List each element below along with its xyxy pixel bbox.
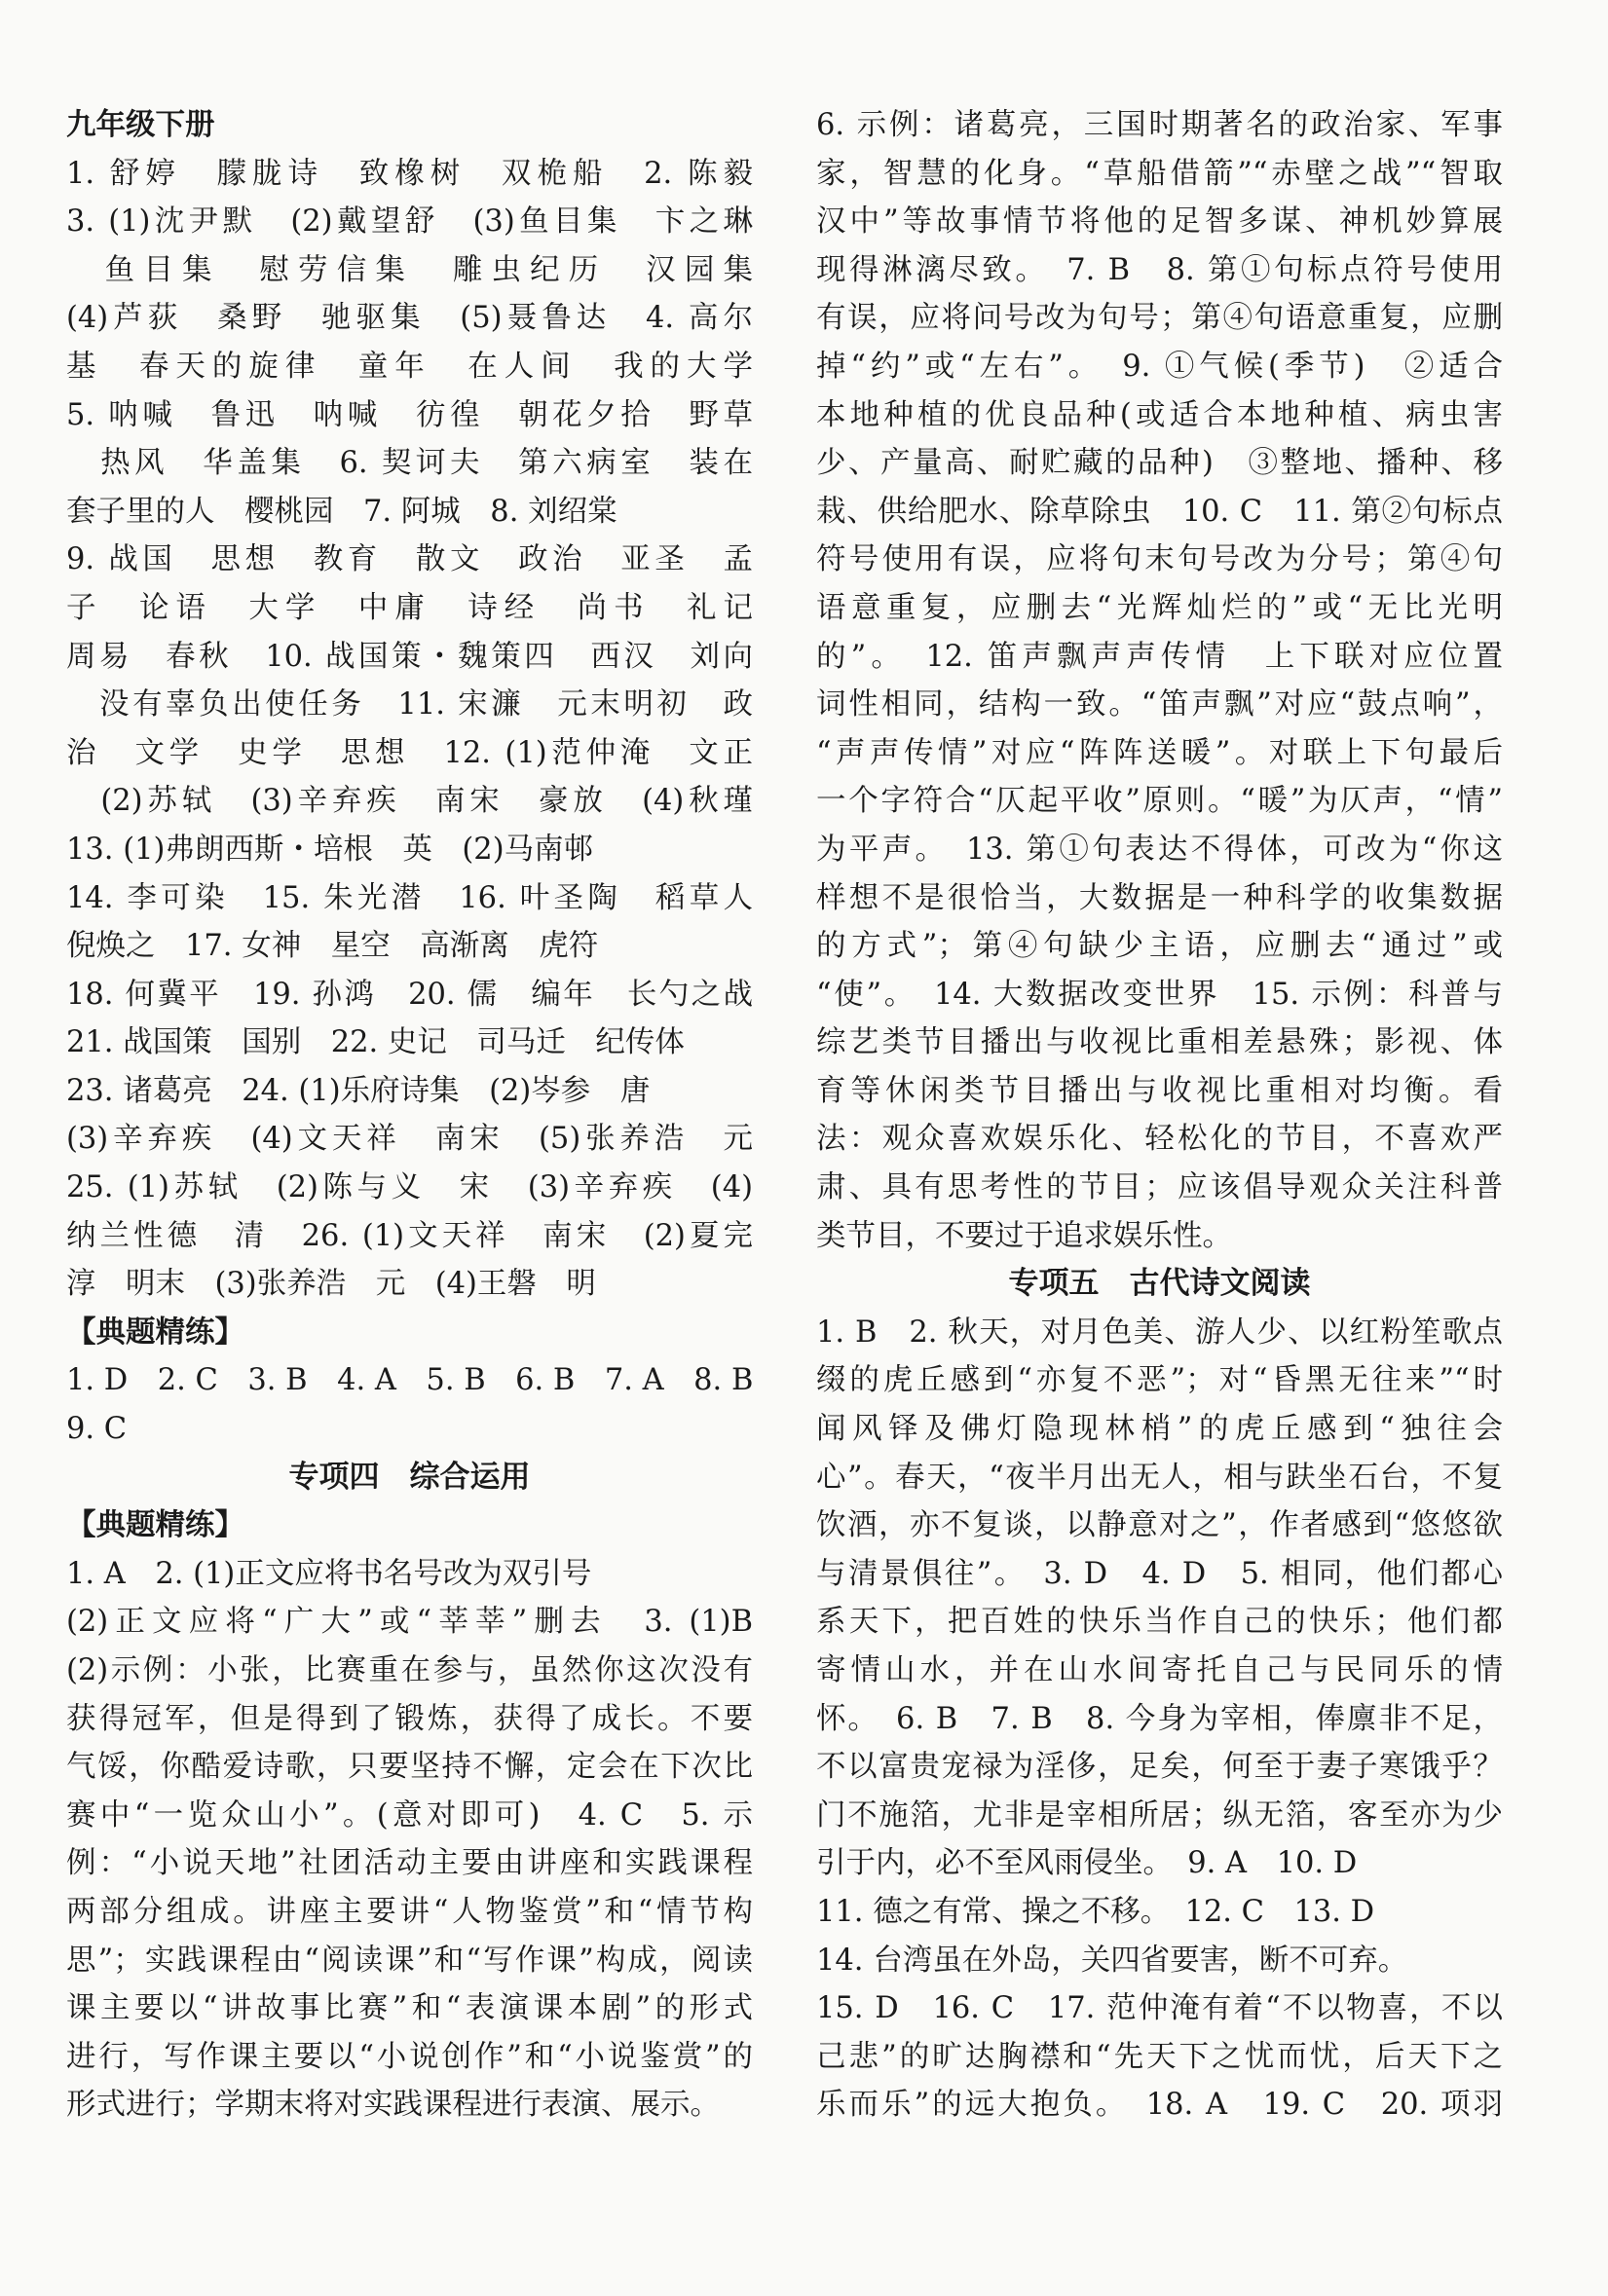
text-line: (3)辛弃疾 (4)文天祥 南宋 (5)张养浩 元 [66,1122,753,1157]
text-line: (2)正文应将“广大”或“莘莘”删去 3. (1)B [66,1605,753,1640]
section-title: 专项四 综合运用 [288,1459,531,1495]
text-line: 套子里的人 樱桃园 7. 阿城 8. 刘绍棠 [66,494,617,529]
section-title: 专项五 古代诗文阅读 [1008,1266,1311,1302]
text-line: 基 春天的旋律 童年 在人间 我的大学 [66,349,753,384]
text-line: 5. 呐喊 鲁迅 呐喊 彷徨 朝花夕拾 野草 [66,397,753,432]
text-line: 21. 战国策 国别 22. 史记 司马迁 纪传体 [66,1025,685,1060]
right-column [816,101,1503,2129]
text-line: 一个字符合“仄起平收”原则。“暖”为仄声，“情” [816,784,1503,819]
text-line: 法：观众喜欢娱乐化、轻松化的节目，不喜欢严 [816,1122,1503,1157]
text-line: 1. A 2. (1)正文应将书名号改为双引号 [66,1556,592,1591]
text-line: 符号使用有误，应将句末句号改为分号；第④句 [816,542,1503,577]
text-line: 缀的虎丘感到“亦复不恶”；对“昏黑无往来”“时 [816,1363,1503,1398]
text-line: 现得淋漓尽致。 7. B 8. 第①句标点符号使用 [816,252,1503,287]
text-line: 门不施箔，尤非是宰相所居；纵无箔，客至亦为少 [816,1797,1503,1833]
text-line: (4)芦荻 桑野 驰驱集 (5)聂鲁达 4. 高尔 [66,301,753,336]
text-line: 3. (1)沈尹默 (2)戴望舒 (3)鱼目集 卞之琳 [66,204,753,240]
text-line: 9. 战国 思想 教育 散文 政治 亚圣 孟 [66,542,753,577]
text-line: “声声传情”对应“阵阵送暖”。对联上下句最后 [816,735,1503,770]
text-line: 心”。春天，“夜半月出无人，相与趺坐石台，不复 [816,1460,1503,1495]
text-line: 治 文学 史学 思想 12. (1)范仲淹 文正 [66,735,753,770]
text-line: 14. 李可染 15. 朱光潜 16. 叶圣陶 稻草人 [66,880,753,915]
text-line: 类节目，不要过于追求娱乐性。 [816,1218,1232,1253]
subsection-heading: 【典题精练】 [66,1315,244,1350]
text-line: 6. 示例：诸葛亮，三国时期著名的政治家、军事 [816,108,1503,142]
text-line: 己悲”的旷达胸襟和“先天下之忧而忧，后天下之 [816,2039,1503,2074]
text-line: 进行，写作课主要以“小说创作”和“小说鉴赏”的 [66,2039,753,2074]
text-line: 14. 台湾虽在外岛，关四省要害，断不可弃。 [816,1943,1408,1978]
text-line: 的方式”；第④句缺少主语，应删去“通过”或 [816,929,1503,964]
text-line: 家，智慧的化身。“草船借箭”“赤壁之战”“智取 [816,156,1503,191]
text-line: 引于内，必不至风雨侵坐。 9. A 10. D [816,1846,1358,1881]
text-line: 饮酒，亦不复谈，以静意对之”，作者感到“悠悠欲 [816,1508,1503,1543]
text-line: 淳 明末 (3)张养浩 元 (4)王磐 明 [66,1267,596,1302]
text-line: 例：“小说天地”社团活动主要由讲座和实践课程 [66,1846,753,1881]
text-line: 纳兰性德 清 26. (1)文天祥 南宋 (2)夏完 [66,1218,753,1253]
text-line: 子 论语 大学 中庸 诗经 尚书 礼记 [66,590,753,625]
text-line: 思”；实践课程由“阅读课”和“写作课”构成，阅读 [66,1943,753,1978]
text-line: 综艺类节目播出与收视比重相差悬殊；影视、体 [816,1025,1503,1060]
text-line: 获得冠军，但是得到了锻炼，获得了成长。不要 [66,1701,753,1736]
text-line: 少、产量高、耐贮藏的品种) ③整地、播种、移 [816,446,1503,481]
text-line: 鱼目集 慰劳信集 雕虫纪历 汉园集 [66,252,753,287]
text-line: 9. C [66,1412,128,1447]
text-line: 的”。 12. 笛声飘声声传情 上下联对应位置 [816,639,1503,674]
text-line: 寄情山水，并在山水间寄托自己与民同乐的情 [816,1653,1503,1687]
text-line: 23. 诸葛亮 24. (1)乐府诗集 (2)岑参 唐 [66,1073,651,1108]
text-line: 1. 舒婷 朦胧诗 致橡树 双桅船 2. 陈毅 [66,156,753,191]
text-line: 15. D 16. C 17. 范仲淹有着“不以物喜，不以 [816,1991,1503,2026]
subsection-heading: 【典题精练】 [66,1508,244,1543]
text-line: 汉中”等故事情节将他的足智多谋、神机妙算展 [816,204,1503,240]
text-line: 掉“约”或“左右”。 9. ①气候(季节) ②适合 [816,349,1503,384]
text-line: 不以富贵宠禄为淫侈，足矣，何至于妻子寒饿乎？ [816,1750,1503,1785]
text-line: 栽、供给肥水、除草除虫 10. C 11. 第②句标点 [816,494,1503,529]
text-line: 肃、具有思考性的节目；应该倡导观众关注科普 [816,1170,1503,1205]
text-line: “使”。 14. 大数据改变世界 15. 示例：科普与 [816,977,1503,1012]
left-column [66,101,753,2129]
text-line: 13. (1)弗朗西斯・培根 英 (2)马南邨 [66,832,594,867]
text-line: 形式进行；学期末将对实践课程进行表演、展示。 [66,2088,720,2123]
text-line: 词性相同，结构一致。“笛声飘”对应“鼓点响”， [816,687,1503,722]
text-line: 系天下，把百姓的快乐当作自己的快乐；他们都 [816,1605,1503,1640]
text-line: 为平声。 13. 第①句表达不得体，可改为“你这 [816,832,1503,867]
text-line: (2)苏轼 (3)辛弃疾 南宋 豪放 (4)秋瑾 [66,784,753,819]
text-line: 怀。 6. B 7. B 8. 今身为宰相，俸廪非不足， [816,1701,1503,1736]
text-line: 11. 德之有常、操之不移。 12. C 13. D [816,1894,1375,1929]
text-line: 赛中“一览众山小”。(意对即可) 4. C 5. 示 [66,1797,753,1833]
subsection-heading: 九年级下册 [66,108,215,142]
text-line: 25. (1)苏轼 (2)陈与义 宋 (3)辛弃疾 (4) [66,1170,753,1205]
text-line: 热风 华盖集 6. 契诃夫 第六病室 装在 [66,446,753,481]
text-line: 闻风铎及佛灯隐现林梢”的虎丘感到“独往会 [816,1412,1503,1447]
text-line: 样想不是很恰当，大数据是一种科学的收集数据 [816,880,1503,915]
text-line: 乐而乐”的远大抱负。 18. A 19. C 20. 项羽 [816,2088,1503,2123]
text-line: (2)示例：小张，比赛重在参与，虽然你这次没有 [66,1653,753,1687]
text-line: 倪焕之 17. 女神 星空 高渐离 虎符 [66,929,599,964]
text-line: 育等休闲类节目播出与收视比重相对均衡。看 [816,1073,1503,1108]
text-line: 有误，应将问号改为句号；第④句语意重复，应删 [816,301,1503,336]
text-line: 本地种植的优良品种(或适合本地种植、病虫害 [816,397,1503,432]
text-line: 周易 春秋 10. 战国策・魏策四 西汉 刘向 [66,639,753,674]
text-line: 与清景俱往”。 3. D 4. D 5. 相同，他们都心 [816,1556,1503,1591]
text-line: 课主要以“讲故事比赛”和“表演课本剧”的形式 [66,1991,753,2026]
text-line: 语意重复，应删去“光辉灿烂的”或“无比光明 [816,590,1503,625]
text-line: 气馁，你酷爱诗歌，只要坚持不懈，定会在下次比 [66,1750,753,1785]
text-line: 1. B 2. 秋天，对月色美、游人少、以红粉笙歌点 [816,1315,1503,1350]
text-line: 18. 何冀平 19. 孙鸿 20. 儒 编年 长勺之战 [66,977,753,1012]
text-line: 1. D 2. C 3. B 4. A 5. B 6. B 7. A 8. B [66,1363,753,1398]
text-line: 没有辜负出使任务 11. 宋濂 元末明初 政 [66,687,753,722]
text-line: 两部分组成。讲座主要讲“人物鉴赏”和“情节构 [66,1894,753,1929]
